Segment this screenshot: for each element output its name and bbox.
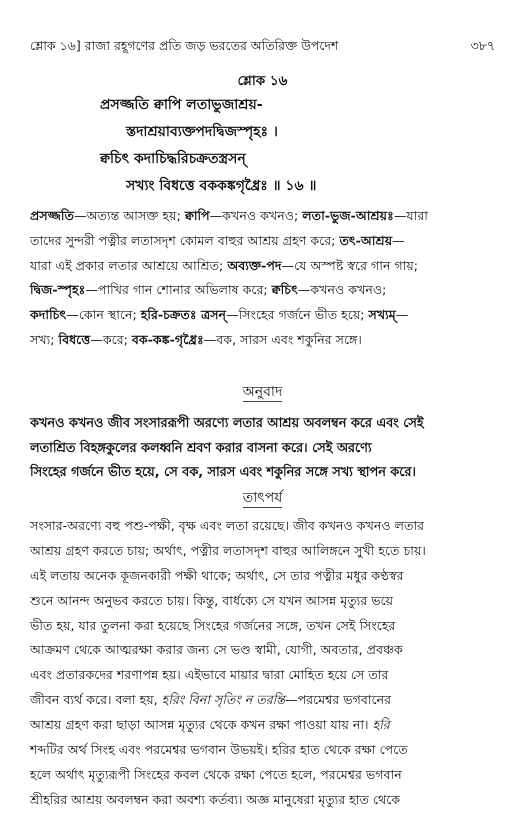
purport-heading [30,488,495,508]
synonym-term: ক্বাপি [184,208,210,223]
translation-heading [30,382,495,402]
purport-text: শুনে আনন্দ অনুভব করতে চায়। কিন্তু, বার্ধক্যে সে যখন আসন্ন মৃত্যুর ভয়ে [30,592,394,608]
purport-text: আক্রমণ থেকে আত্মরক্ষা করার জন্য সে ভণ্ড স্বামী, যোগী, অবতার, প্রবঞ্চক [30,642,403,658]
purport-line [30,514,495,539]
synonym-definition: — [392,232,405,248]
purport-line [30,763,495,788]
synonym-definition: —কখনও কখনও; [209,208,303,223]
synonym-term: তৎ-আশ্রয় [339,232,393,248]
synonym-term: লতা-ভুজ-আশ্রয়ঃ [302,208,394,223]
purport-text: হলে অর্থাৎ মৃত্যুরূপী সিংহের কবল থেকে রক্ষা পেতে হলে, পরমেশ্বর ভগবান [30,766,402,782]
synonym-definition: —করে; [90,331,132,347]
synonym-term: দ্বিজ-স্পৃহঃ [30,282,86,298]
synonym-definition: — [395,307,409,323]
synonym-term: অব্যক্ত-পদ [227,257,282,273]
running-head-title: শ্লোক ১৬] রাজা রহূগণের প্রতি জড় ভরতের অতিরিক্ত উপদেশ [30,38,339,53]
synonym-definition: —যারা [393,208,428,223]
page-number: ৩৮৭ [470,38,495,53]
synonym-definition: —সিংহের গর্জনে ভীত হয়ে; [226,307,369,323]
purport-text: আশ্রয় গ্রহণ করা ছাড়া আসন্ন মৃত্যুর থেকে কখন রক্ষা পাওয়া যায় না। [30,717,373,733]
purport-text: এবং প্রতারকদের শরণাপন্ন হয়। এইভাবে মায়ার দ্বারা মোহিত হয়ে সে তার [30,667,389,683]
synonym-term: প্রসজ্জতি [30,208,74,223]
purport-line [30,539,495,564]
synonym-definition: সখ্য; [30,331,59,347]
translation-heading-text: অনুবাদ [242,384,283,400]
purport-line [30,564,495,589]
synonym-term: বিধত্তে [58,331,91,347]
purport-text: এই লতায় অনেক কূজনকারী পক্ষী থাকে; অর্থাৎ, সে তার পত্নীর মধুর কণ্ঠস্বর [30,567,404,583]
purport-quote: হরি [372,717,390,733]
translation-paragraph [30,412,495,486]
purport-heading-text: তাৎপর্য [242,490,283,506]
synonym-term: ক্বচিৎ [271,282,298,298]
purport-text: জীবন ব্যর্থ করে। বলা হয়, [30,692,162,708]
synonym-term: বক-কঙ্ক-গৃধ্রৈঃ [131,331,204,347]
purport-line [30,614,495,639]
verse-line: প্রসজ্জতি ক্বাপি লতাভুজাশ্রয়- [100,97,263,113]
synonym-definition: তাদের সুন্দরী পত্নীর লতাসদৃশ কোমল বাহুর আশ্রয় গ্রহণ করে; [30,232,340,248]
purport-paragraph [30,514,495,813]
purport-text: সংসার-অরণ্যে বহু পশু-পক্ষী, বৃক্ষ এবং লতা রয়েছে। জীব কখনও কখনও লতার [30,518,425,533]
synonym-definition: —পাখির গান শোনার অভিলাষ করে; [85,282,272,298]
verse-heading: শ্লোক ১৬ [237,73,288,89]
purport-line [30,688,495,713]
purport-text: —পরমেশ্বর ভগবানের [284,692,392,708]
verse-block [30,70,495,200]
purport-text: শ্রীহরির আশ্রয় অবলম্বন করা অবশ্য কর্তব্য। অজ্ঞ মানুষেরা মৃত্যুর হাত থেকে [30,791,401,807]
synonym-definition: —কোন স্থানে; [66,307,141,323]
synonyms-line [30,303,495,328]
synonym-definition: —যে অস্পষ্ট স্বরে গান গায়; [281,257,419,273]
synonym-definition: —বক, সারস এবং শকুনির সঙ্গে। [203,331,362,347]
translation-line: লতাশ্রিত বিহঙ্গকুলের কলধ্বনি শ্রবণ করার বাসনা করে। সেই অরণ্যে [30,440,372,456]
synonym-definition: —কখনও কখনও; [297,282,387,298]
purport-line [30,638,495,663]
synonyms-line [30,229,495,254]
synonym-term: হরি-চক্রতঃ ত্রসন্ [140,307,227,323]
purport-text: শব্দটির অর্থ সিংহ এবং পরমেশ্বর ভগবান উভয়ই। হরির হাত থেকে রক্ষা পেতে [30,742,408,758]
purport-line [30,713,495,738]
synonym-term: কদাচিৎ [30,307,67,323]
synonym-definition: —অত্যন্ত আসক্ত হয়; [74,208,185,223]
purport-line [30,663,495,688]
synonyms-line [30,328,495,353]
purport-line [30,589,495,614]
synonym-term: সখ্যম্ [368,307,396,323]
purport-text: আশ্রয় গ্রহণ করতে চায়; অর্থাৎ, পত্নীর লতাসদৃশ বাহুর আলিঙ্গনে সুখী হতে চায়। [30,542,426,558]
translation-line: সিংহের গর্জনে ভীত হয়ে, সে বক, সারস এবং শকুনির সঙ্গে সখ্য স্থাপন করে। [30,465,417,480]
synonym-definition: যারা এই প্রকার লতার আশ্রয়ে আশ্রিত; [30,257,228,273]
running-head [30,38,495,56]
verse-line: ক্বচিৎ কদাচিদ্ধরিচক্রতস্ত্রসন্ [100,151,246,167]
translation-line: কখনও কখনও জীব সংসাররূপী অরণ্যে লতার আশ্রয় অবলম্বন করে এবং সেই [30,416,424,431]
synonyms-paragraph [30,204,495,353]
purport-quote: হরিং বিনা সৃতিং ন তরন্তি [161,692,285,708]
synonyms-line [30,278,495,303]
verse-line: সখ্যং বিধত্তে বককঙ্কগৃধ্রৈঃ ॥ ১৬ ॥ [126,178,317,194]
synonyms-line [30,254,495,279]
purport-line [30,788,495,813]
verse-line: স্তদাশ্রয়াব্যক্তপদদ্বিজস্পৃহঃ । [126,124,278,140]
purport-text: ভীত হয়, যার তুলনা করা হয়েছে সিংহের গর্জনের সঙ্গে, তখন সেই সিংহের [30,617,396,633]
purport-line [30,738,495,763]
synonyms-line [30,204,495,229]
